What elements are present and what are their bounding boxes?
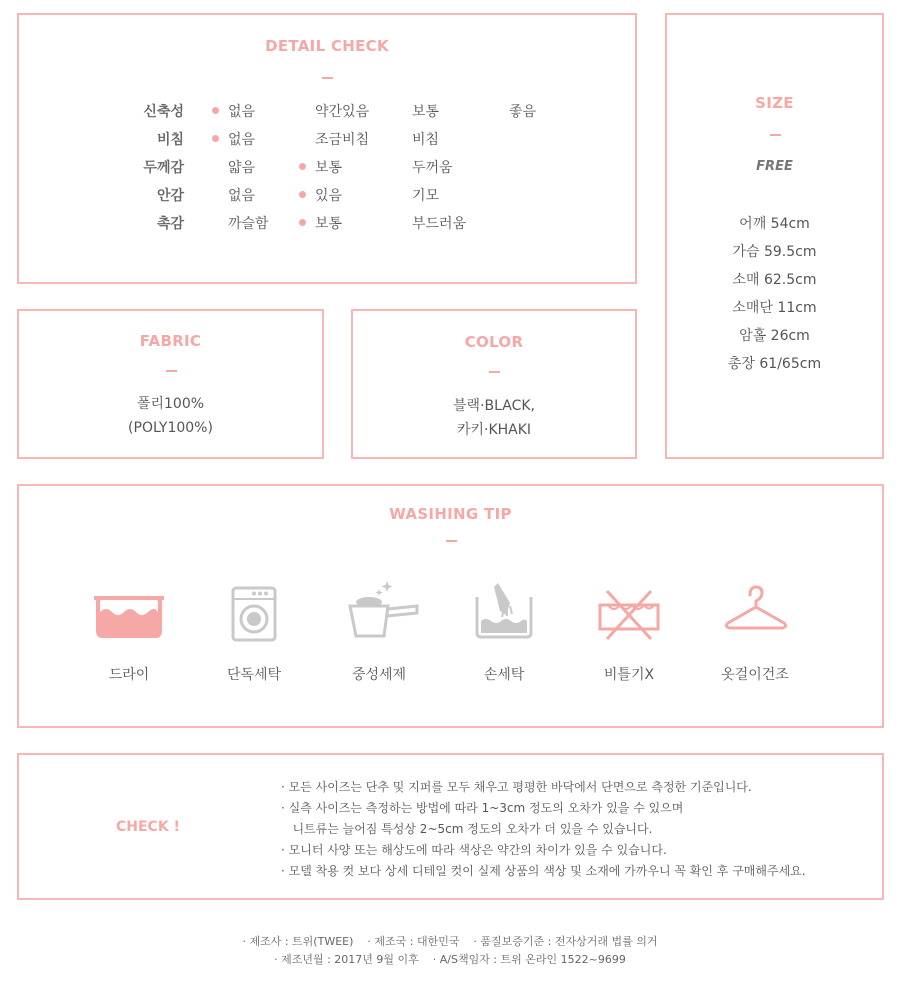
fabric-line: 폴리100%	[136, 396, 205, 412]
color-line: 블랙·BLACK,	[453, 398, 535, 414]
check-note: · 실측 사이즈는 측정하는 방법에 따라 1~3cm 정도의 오차가 있을 수 있으며	[281, 801, 684, 815]
detail-check-row	[19, 157, 619, 177]
title-divider	[322, 77, 333, 79]
title-divider	[446, 540, 457, 542]
selected-dot-icon	[299, 163, 306, 170]
detail-check-option: 보통	[412, 104, 440, 120]
washing-machine-icon	[194, 581, 314, 651]
check-note: 니트류는 늘어짐 특성상 2~5cm 정도의 오차가 더 있을 수 있습니다.	[281, 822, 653, 836]
wash-label: 중성세제	[351, 667, 407, 683]
size-cuff: 소매단 11cm	[732, 300, 817, 316]
detail-check-row-label: 안감	[156, 188, 184, 204]
detail-check-option: 보통	[315, 160, 343, 176]
detail-check-row-label: 신축성	[143, 104, 184, 120]
washing-tip-panel	[17, 484, 884, 728]
detail-check-option: 없음	[228, 132, 256, 148]
neutral-detergent-icon	[319, 581, 439, 651]
detail-check-option: 있음	[315, 188, 343, 204]
check-note: · 모니터 사양 또는 해상도에 따라 색상은 약간의 차이가 있을 수 있습니다.	[281, 843, 667, 857]
detail-check-row-label: 비침	[156, 132, 184, 148]
check-note: · 모든 사이즈는 단추 및 지퍼를 모두 채우고 평평한 바닥에서 단면으로 측정한 기준입니다.	[281, 780, 752, 794]
detail-check-option: 약간있음	[315, 104, 370, 120]
size-length: 총장 61/65cm	[727, 356, 822, 372]
wash-label: 드라이	[108, 667, 150, 683]
size-title: SIZE	[755, 94, 794, 112]
footer-date-as-info: · 제조년월 : 2017년 9월 이후 · A/S책임자 : 트위 온라인 1522~9699	[274, 953, 626, 966]
title-divider	[166, 370, 177, 372]
color-title: COLOR	[464, 333, 524, 351]
detail-check-option: 부드러움	[412, 216, 467, 232]
detail-check-row-label: 두께감	[143, 160, 184, 176]
detail-check-row	[19, 101, 619, 121]
wash-label: 단독세탁	[226, 667, 282, 683]
detail-check-option: 조금비침	[315, 132, 370, 148]
detail-check-option: 기모	[412, 188, 440, 204]
selected-dot-icon	[299, 191, 306, 198]
detail-check-panel	[17, 13, 637, 284]
color-line: 카키·KHAKI	[456, 422, 532, 438]
detail-check-row	[19, 129, 619, 149]
footer-manufacturer-info: · 제조사 : 트위(TWEE) · 제조국 : 대한민국 · 품질보증기준 : 전자상거래 법률 의거	[242, 935, 658, 948]
wash-label: 비틀기X	[603, 667, 655, 683]
detail-check-title: DETAIL CHECK	[265, 37, 389, 55]
selected-dot-icon	[212, 107, 219, 114]
detail-check-row	[19, 185, 619, 205]
detail-check-option: 없음	[228, 188, 256, 204]
no-wring-icon	[569, 581, 689, 651]
title-divider	[770, 134, 781, 136]
selected-dot-icon	[299, 219, 306, 226]
check-title: CHECK !	[116, 819, 180, 835]
size-chest: 가슴 59.5cm	[732, 244, 817, 260]
title-divider	[489, 371, 500, 373]
detail-check-row	[19, 213, 619, 233]
detail-check-option: 까슬함	[228, 216, 269, 232]
size-shoulder: 어깨 54cm	[739, 216, 810, 232]
wash-label: 손세탁	[483, 667, 525, 683]
color-panel	[351, 309, 637, 459]
washing-title: WASIHING TIP	[389, 505, 512, 523]
detail-check-option: 얇음	[228, 160, 256, 176]
size-armhole: 암홀 26cm	[739, 328, 810, 344]
wash-label: 옷걸이건조	[721, 667, 789, 683]
dry-clean-icon	[69, 581, 189, 651]
fabric-panel	[17, 309, 324, 459]
hand-wash-icon	[444, 581, 564, 651]
fabric-line: (POLY100%)	[128, 420, 213, 436]
hanger-dry-icon	[695, 581, 815, 651]
size-sleeve: 소매 62.5cm	[732, 272, 817, 288]
detail-check-option: 좋음	[509, 104, 537, 120]
detail-check-option: 보통	[315, 216, 343, 232]
fabric-title: FABRIC	[139, 332, 202, 350]
check-panel	[17, 753, 884, 900]
detail-check-row-label: 촉감	[156, 216, 184, 232]
size-panel	[665, 13, 884, 459]
check-note: · 모델 착용 컷 보다 상세 디테일 컷이 실제 상품의 색상 및 소재에 가까우니 꼭 확인 후 구매해주세요.	[281, 864, 806, 878]
detail-check-option: 없음	[228, 104, 256, 120]
size-free-label: FREE	[756, 159, 793, 174]
detail-check-option: 두꺼움	[412, 160, 453, 176]
detail-check-option: 비침	[412, 132, 440, 148]
selected-dot-icon	[212, 135, 219, 142]
